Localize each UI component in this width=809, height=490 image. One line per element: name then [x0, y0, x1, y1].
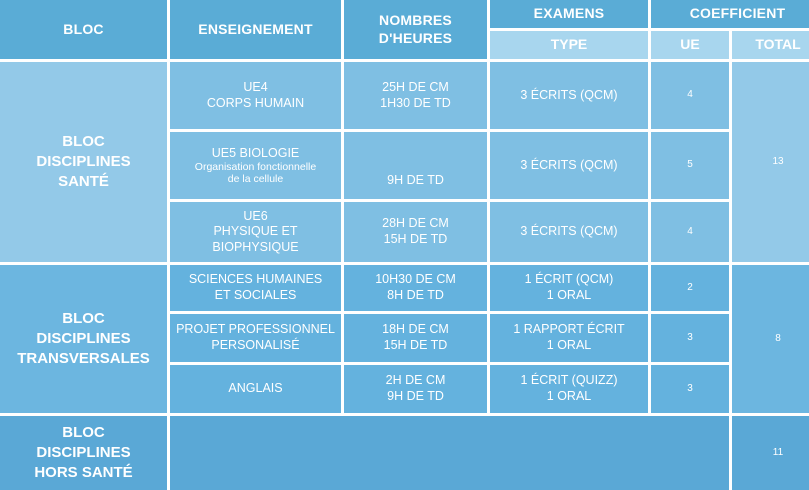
enseignement-cell [170, 202, 341, 262]
header-enseignement: ENSEIGNEMENT [170, 0, 341, 59]
bloc-label-line: DISCIPLINES [36, 329, 131, 347]
ue-coef-cell: 5 [651, 132, 729, 199]
heures-line: 18H DE CM [382, 322, 449, 337]
enseignement-line: ANGLAIS [228, 381, 283, 396]
heures-line: 10H30 DE CM [375, 272, 456, 287]
heures-line: 15H DE TD [383, 232, 448, 246]
subheader-total: TOTAL [732, 31, 809, 59]
enseignement-line: SCIENCES HUMAINES [188, 272, 323, 287]
heures-cell [344, 265, 487, 311]
enseignement-line: UE4 [243, 79, 268, 94]
subheader-type: TYPE [490, 31, 648, 59]
heures-line: 15H DE TD [383, 338, 448, 352]
enseignement-line: PROJET PROFESSIONNEL [176, 322, 335, 337]
heures-line: 2H DE CM [385, 373, 446, 388]
enseignement-subtitle: Organisation fonctionnelle de la cellule [194, 161, 317, 186]
type-line: 1 ORAL [546, 288, 592, 302]
empty-cell [170, 416, 729, 490]
type-line: 1 RAPPORT ÉCRIT [513, 322, 625, 337]
ue-coef-cell: 3 [651, 365, 729, 413]
type-line: 3 ÉCRITS (QCM) [520, 87, 618, 102]
header-heures-line: NOMBRES [379, 12, 452, 28]
header-coefficient: COEFFICIENT [651, 0, 809, 28]
header-examens: EXAMENS [490, 0, 648, 28]
bloc-label-line: SANTÉ [58, 173, 109, 191]
bloc-label-line: HORS SANTÉ [34, 464, 133, 482]
heures-line: 1H30 DE TD [380, 95, 451, 110]
header-heures-line: D'HEURES [378, 29, 453, 46]
total-coef-cell: 11 [732, 416, 809, 490]
enseignement-line: CORPS HUMAIN [206, 95, 305, 110]
type-line: 3 ÉCRITS (QCM) [520, 157, 618, 172]
enseignement-line: UE6 [243, 208, 268, 223]
bloc-hors-sante-label [0, 416, 167, 490]
type-cell [490, 265, 648, 311]
heures-line: 25H DE CM [382, 79, 449, 94]
heures-cell [344, 314, 487, 362]
enseignement-cell [170, 365, 341, 413]
ue-coef-cell: 4 [651, 62, 729, 129]
ue-coef-cell: 2 [651, 265, 729, 311]
subheader-ue: UE [651, 31, 729, 59]
heures-cell [344, 365, 487, 413]
heures-line: 9H DE TD [387, 389, 444, 403]
heures-line: 28H DE CM [382, 216, 449, 231]
enseignement-line: PERSONALISÉ [211, 338, 300, 352]
bloc-label-line: BLOC [62, 423, 105, 441]
enseignement-cell [170, 314, 341, 362]
bloc-label-line: BLOC [62, 132, 105, 150]
bloc-label-line: DISCIPLINES [36, 152, 131, 170]
type-line: 1 ORAL [546, 338, 592, 352]
total-coef-cell: 8 [732, 265, 809, 413]
enseignement-cell [170, 265, 341, 311]
type-cell [490, 62, 648, 129]
total-coef-cell: 13 [732, 62, 809, 262]
type-line: 1 ORAL [546, 389, 592, 403]
heures-cell [344, 62, 487, 129]
enseignement-cell [170, 132, 341, 199]
heures-cell [344, 202, 487, 262]
enseignement-line: UE5 BIOLOGIE [211, 145, 300, 160]
header-heures [344, 0, 487, 59]
type-cell [490, 365, 648, 413]
type-line: 1 ÉCRIT (QUIZZ) [520, 373, 618, 388]
enseignement-cell [170, 62, 341, 129]
enseignement-line: PHYSIQUE ET [213, 224, 298, 239]
bloc-label-line: TRANSVERSALES [17, 350, 150, 368]
enseignement-line: BIOPHYSIQUE [212, 239, 299, 254]
type-cell [490, 132, 648, 199]
header-bloc: BLOC [0, 0, 167, 59]
heures-line: 9H DE TD [387, 173, 444, 188]
heures-cell [344, 132, 487, 199]
type-cell [490, 202, 648, 262]
ue-coef-cell: 3 [651, 314, 729, 362]
bloc-transversales-label [0, 265, 167, 413]
type-cell [490, 314, 648, 362]
bloc-label-line: DISCIPLINES [36, 443, 131, 461]
type-line: 3 ÉCRITS (QCM) [520, 224, 618, 239]
type-line: 1 ÉCRIT (QCM) [524, 272, 614, 287]
bloc-label-line: BLOC [62, 309, 105, 327]
bloc-sante-label [0, 62, 167, 262]
heures-line: 8H DE TD [387, 288, 444, 302]
ue-coef-cell: 4 [651, 202, 729, 262]
enseignement-line: ET SOCIALES [214, 288, 297, 302]
